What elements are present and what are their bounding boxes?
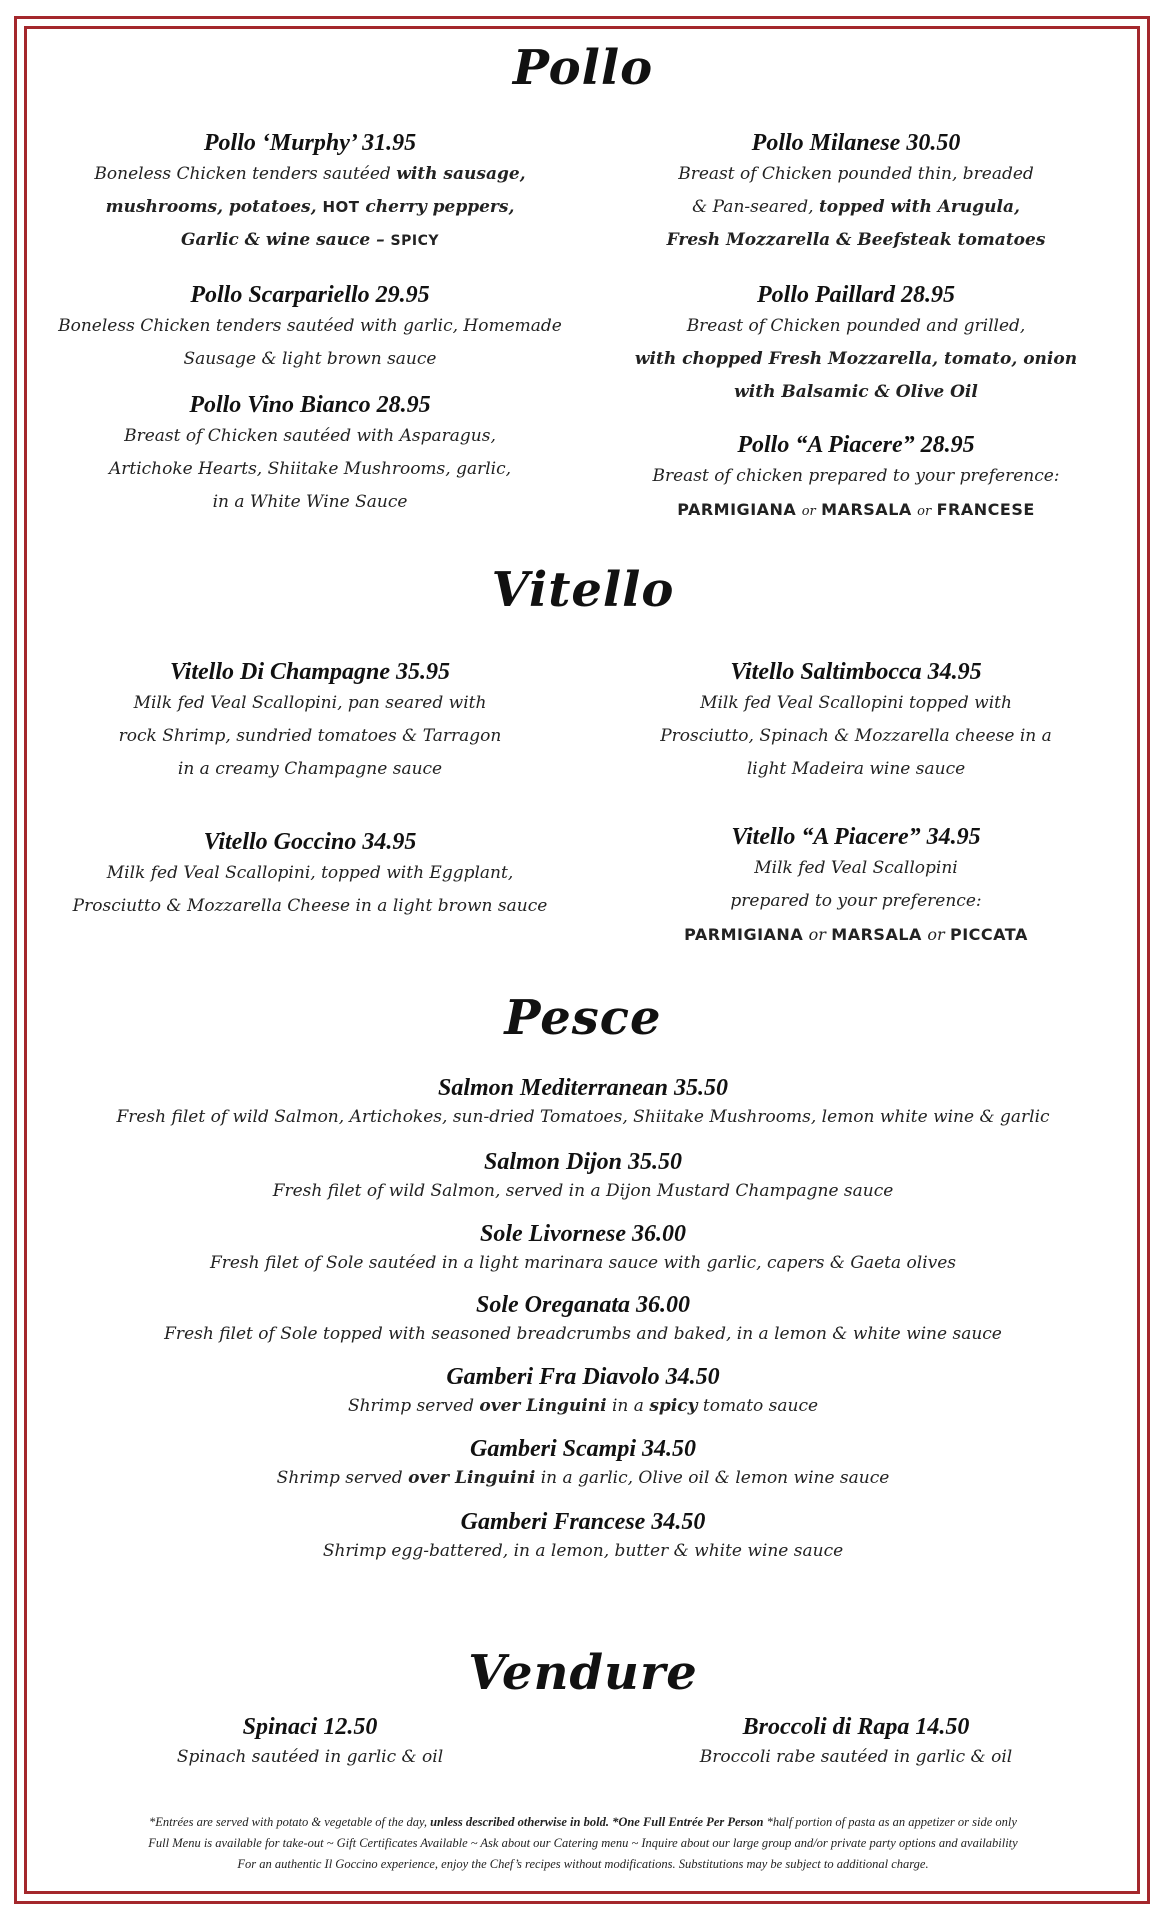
item-title: Salmon Mediterranean 35.50 xyxy=(437,1075,729,1101)
menu-item-pollo-vino-bianco xyxy=(50,390,570,519)
desc-text: Artichoke Hearts, Shiitake Mushrooms, garlic, xyxy=(108,459,512,479)
item-description xyxy=(50,310,570,376)
section-title-pesce: Pesce xyxy=(504,990,662,1046)
item-description: Fresh filet of wild Salmon, Artichokes, sun-dried Tomatoes, Shiitake Mushrooms, lemon white wine & garlic xyxy=(116,1107,1050,1127)
item-description xyxy=(596,310,1116,409)
menu-item-pollo-scarpariello xyxy=(50,280,570,376)
desc-bold: with chopped Fresh Mozzarella, tomato, onion xyxy=(634,349,1078,369)
footer-bold: unless described otherwise in bold. *One Full Entrée Per Person xyxy=(430,1815,764,1829)
menu-item-gamberi-francese xyxy=(60,1507,1106,1565)
pollo-right-column xyxy=(596,128,1116,528)
desc-text: Boneless Chicken tenders sautéed xyxy=(94,164,397,184)
item-title: Broccoli di Rapa 14.50 xyxy=(742,1714,970,1740)
item-title: Vitello Saltimbocca 34.95 xyxy=(730,659,982,685)
desc-text: light Madeira wine sauce xyxy=(746,759,966,779)
option-parmigiana: PARMIGIANA xyxy=(677,500,797,519)
desc-bold: over Linguini xyxy=(479,1396,607,1416)
desc-text: Milk fed Veal Scallopini, topped with Eggplant, xyxy=(106,863,514,883)
desc-text: Breast of chicken prepared to your preference: xyxy=(652,466,1060,486)
vendure-left-column xyxy=(50,1712,570,1782)
desc-text: in a White Wine Sauce xyxy=(212,492,408,512)
desc-text: Shrimp served xyxy=(347,1396,480,1416)
desc-text: Breast of Chicken pounded and grilled, xyxy=(686,316,1026,336)
section-title-vendure: Vendure xyxy=(468,1645,698,1701)
footer-text: For an authentic Il Goccino experience, enjoy the Chef’s recipes without modifications. Substitutions may be subject to additional charge. xyxy=(237,1857,929,1871)
desc-text: Milk fed Veal Scallopini, pan seared with xyxy=(133,693,487,713)
or-text: or xyxy=(927,925,945,944)
desc-text: in a garlic, Olive oil & lemon wine sauce xyxy=(535,1468,890,1488)
desc-text: & Pan-seared, xyxy=(692,197,819,217)
footer-text: *half portion of pasta as an appetizer or side only xyxy=(763,1815,1017,1829)
footer-text: Full Menu is available for take-out ~ Gift Certificates Available ~ Ask about our Catering menu ~ Inquire about our large group and/or private party options and availability xyxy=(148,1836,1018,1850)
item-description: Shrimp egg-battered, in a lemon, butter & white wine sauce xyxy=(322,1541,844,1561)
item-description xyxy=(50,687,570,786)
desc-bold: cherry peppers, xyxy=(359,197,515,217)
item-title: Pollo Vino Bianco 28.95 xyxy=(189,392,431,418)
desc-bold: with sausage, xyxy=(396,164,526,184)
item-title: Pollo Paillard 28.95 xyxy=(757,282,955,308)
spicy-label: SPICY xyxy=(390,233,440,249)
desc-text: Milk fed Veal Scallopini xyxy=(754,858,958,878)
option-parmigiana: PARMIGIANA xyxy=(684,925,804,944)
item-title: Sole Livornese 36.00 xyxy=(480,1221,686,1247)
desc-bold: spicy xyxy=(649,1396,698,1416)
or-text: or xyxy=(808,925,826,944)
pesce-column xyxy=(60,1073,1106,1573)
item-title: Gamberi Scampi 34.50 xyxy=(470,1436,696,1462)
menu-item-pollo-a-piacere xyxy=(596,430,1116,528)
desc-text: Prosciutto & Mozzarella Cheese in a light brown sauce xyxy=(72,896,548,916)
item-description: Broccoli rabe sautéed in garlic & oil xyxy=(699,1747,1013,1767)
menu-item-vitello-saltimbocca xyxy=(596,657,1116,786)
item-title: Spinaci 12.50 xyxy=(242,1714,378,1740)
item-title: Gamberi Francese 34.50 xyxy=(460,1509,706,1535)
item-title: Vitello Di Champagne 35.95 xyxy=(169,659,451,685)
option-marsala: MARSALA xyxy=(831,925,922,944)
item-description xyxy=(596,158,1116,257)
item-title: Pollo Milanese 30.50 xyxy=(751,130,961,156)
item-description xyxy=(596,852,1116,952)
desc-text: prepared to your preference: xyxy=(730,891,982,911)
item-description: Spinach sautéed in garlic & oil xyxy=(176,1747,444,1767)
item-title: Gamberi Fra Diavolo 34.50 xyxy=(446,1364,720,1390)
item-description xyxy=(50,857,570,923)
desc-bold: with Balsamic & Olive Oil xyxy=(734,382,978,402)
desc-text: Breast of Chicken pounded thin, breaded xyxy=(678,164,1034,184)
item-title: Vitello Goccino 34.95 xyxy=(203,829,417,855)
desc-text: Prosciutto, Spinach & Mozzarella cheese in a xyxy=(660,726,1052,746)
vitello-left-column xyxy=(50,657,570,937)
item-title: Pollo ‘Murphy’ 31.95 xyxy=(203,130,417,156)
item-description xyxy=(596,460,1116,528)
vitello-right-column xyxy=(596,657,1116,947)
menu-item-sole-oreganata xyxy=(60,1290,1106,1348)
menu-item-spinaci xyxy=(50,1712,570,1772)
vendure-right-column xyxy=(596,1712,1116,1782)
desc-bold: Garlic & wine sauce – xyxy=(180,230,391,250)
desc-text: Sausage & light brown sauce xyxy=(183,349,437,369)
or-text: or xyxy=(917,504,932,519)
item-title: Pollo Scarpariello 29.95 xyxy=(190,282,430,308)
desc-bold: mushrooms, potatoes, xyxy=(105,197,323,217)
menu-item-vitello-a-piacere xyxy=(596,822,1116,952)
pollo-left-column xyxy=(50,128,570,528)
desc-text: Breast of Chicken sautéed with Asparagus, xyxy=(124,426,496,446)
desc-text: rock Shrimp, sundried tomatoes & Tarragon xyxy=(118,726,502,746)
item-title: Pollo “A Piacere” 28.95 xyxy=(737,432,975,458)
desc-text: Boneless Chicken tenders sautéed with garlic, Homemade xyxy=(58,316,562,336)
desc-text: in a xyxy=(606,1396,650,1416)
menu-item-sole-livornese xyxy=(60,1219,1106,1277)
or-text: or xyxy=(801,504,816,519)
menu-item-pollo-murphy xyxy=(50,128,570,258)
menu-item-vitello-goccino xyxy=(50,827,570,923)
desc-text: tomato sauce xyxy=(697,1396,819,1416)
menu-item-gamberi-fra-diavolo xyxy=(60,1362,1106,1420)
menu-item-broccoli-di-rapa xyxy=(596,1712,1116,1772)
footer-text: *Entrées are served with potato & vegetable of the day, xyxy=(149,1815,431,1829)
item-description: Fresh filet of Sole sautéed in a light marinara sauce with garlic, capers & Gaeta olives xyxy=(209,1253,957,1273)
item-description: Fresh filet of Sole topped with seasoned breadcrumbs and baked, in a lemon & white wine sauce xyxy=(164,1324,1002,1344)
item-description xyxy=(50,420,570,519)
item-description: Fresh filet of wild Salmon, served in a Dijon Mustard Champagne sauce xyxy=(272,1181,894,1201)
menu-item-salmon-dijon xyxy=(60,1147,1106,1205)
desc-bold: topped with Arugula, xyxy=(818,197,1020,217)
item-description xyxy=(596,687,1116,786)
menu-item-pollo-milanese xyxy=(596,128,1116,257)
item-description xyxy=(50,158,570,258)
menu-item-pollo-paillard xyxy=(596,280,1116,409)
desc-text: Milk fed Veal Scallopini topped with xyxy=(700,693,1012,713)
item-description xyxy=(60,1464,1106,1492)
menu-item-salmon-mediterranean xyxy=(60,1073,1106,1131)
menu-item-gamberi-scampi xyxy=(60,1434,1106,1492)
desc-text: Shrimp served xyxy=(276,1468,409,1488)
desc-bold: Fresh Mozzarella & Beefsteak tomatoes xyxy=(666,230,1046,250)
desc-text: in a creamy Champagne sauce xyxy=(177,759,443,779)
desc-bold: over Linguini xyxy=(408,1468,536,1488)
option-marsala: MARSALA xyxy=(821,500,912,519)
section-title-vitello: Vitello xyxy=(491,562,675,618)
item-description xyxy=(60,1392,1106,1420)
footer-notes xyxy=(40,1812,1126,1875)
option-piccata: PICCATA xyxy=(950,925,1028,944)
section-title-pollo: Pollo xyxy=(512,40,654,96)
item-title: Salmon Dijon 35.50 xyxy=(483,1149,683,1175)
hot-label: HOT xyxy=(322,198,360,216)
item-title: Sole Oreganata 36.00 xyxy=(475,1292,690,1318)
option-francese: FRANCESE xyxy=(936,500,1035,519)
menu-item-vitello-champagne xyxy=(50,657,570,786)
item-title: Vitello “A Piacere” 34.95 xyxy=(731,824,981,850)
